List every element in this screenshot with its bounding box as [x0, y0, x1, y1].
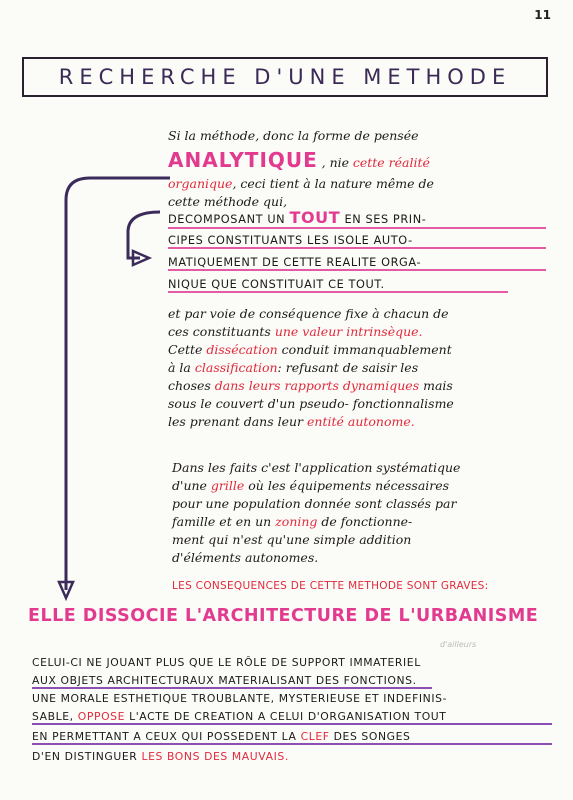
intro-line-4: cette méthode qui,: [168, 194, 288, 209]
final-line-3: UNE MORALE ESTHETIQUE TROUBLANTE, MYSTERIEUSE ET INDEFINIS-: [32, 692, 448, 705]
p2-line-2: ces constituants une valeur intrinsèque.: [168, 324, 423, 339]
headline: ELLE DISSOCIE L'ARCHITECTURE DE L'URBANISME: [28, 606, 539, 626]
final-line-4: SABLE, OPPOSE L'ACTE DE CREATION A CELUI D'ORGANISATION TOUT: [32, 710, 552, 725]
intro-line-1: Si la méthode, donc la forme de pensée: [168, 128, 419, 143]
intro-line-6: CIPES CONSTITUANTS LES ISOLE AUTO-: [168, 234, 546, 249]
final-line-6: D'EN DISTINGUER LES BONS DES MAUVAIS.: [32, 750, 289, 763]
p3-line-6: d'éléments autonomes.: [172, 550, 319, 565]
p3-line-2: d'une grille où les équipements nécessaires: [172, 478, 450, 493]
long-bracket-arrow: [66, 178, 170, 590]
p2-line-3: Cette dissécation conduit immanquablement: [168, 342, 452, 357]
intro-line-3: organique, ceci tient à la nature même de: [168, 176, 434, 191]
p2-line-1: et par voie de conséquence fixe à chacun de: [168, 306, 449, 321]
p3-line-4: famille et en un zoning de fonctionne-: [172, 514, 413, 529]
final-line-1: CELUI-CI NE JOUANT PLUS QUE LE RÔLE DE SUPPORT IMMATERIEL: [32, 656, 421, 669]
final-line-5: EN PERMETTANT A CEUX QUI POSSEDENT LA CLEF DES SONGES: [32, 730, 552, 745]
intro-line-2: ANALYTIQUE , nie cette réalité: [168, 148, 430, 172]
p2-line-4: à la classification: refusant de saisir les: [168, 360, 419, 375]
intro-line-5: DECOMPOSANT UN TOUT EN SES PRIN-: [168, 208, 546, 229]
p2-line-5: choses dans leurs rapports dynamiques mais: [168, 378, 453, 393]
p3-line-5: ment qui n'est qu'une simple addition: [172, 532, 412, 547]
intro-line-7: MATIQUEMENT DE CETTE REALITE ORGA-: [168, 256, 546, 271]
page-number: 11: [534, 8, 551, 22]
tout-word: TOUT: [289, 208, 341, 227]
p3-line-1: Dans les faits c'est l'application systématique: [172, 460, 461, 475]
page-title: RECHERCHE D'UNE METHODE: [58, 65, 512, 89]
analytique-word: ANALYTIQUE: [168, 148, 318, 172]
consequences-line: LES CONSEQUENCES DE CETTE METHODE SONT GRAVES:: [172, 580, 489, 592]
final-line-2: AUX OBJETS ARCHITECTURAUX MATERIALISANT DES FONCTIONS.: [32, 674, 432, 689]
p3-line-3: pour une population donnée sont classés par: [172, 496, 457, 511]
p2-line-7: les prenant dans leur entité autonome.: [168, 414, 415, 429]
p2-line-6: sous le couvert d'un pseudo- fonctionnalisme: [168, 396, 454, 411]
pencil-annotation: d'ailleurs: [440, 640, 477, 649]
intro-line-8: NIQUE QUE CONSTITUAIT CE TOUT.: [168, 278, 508, 293]
